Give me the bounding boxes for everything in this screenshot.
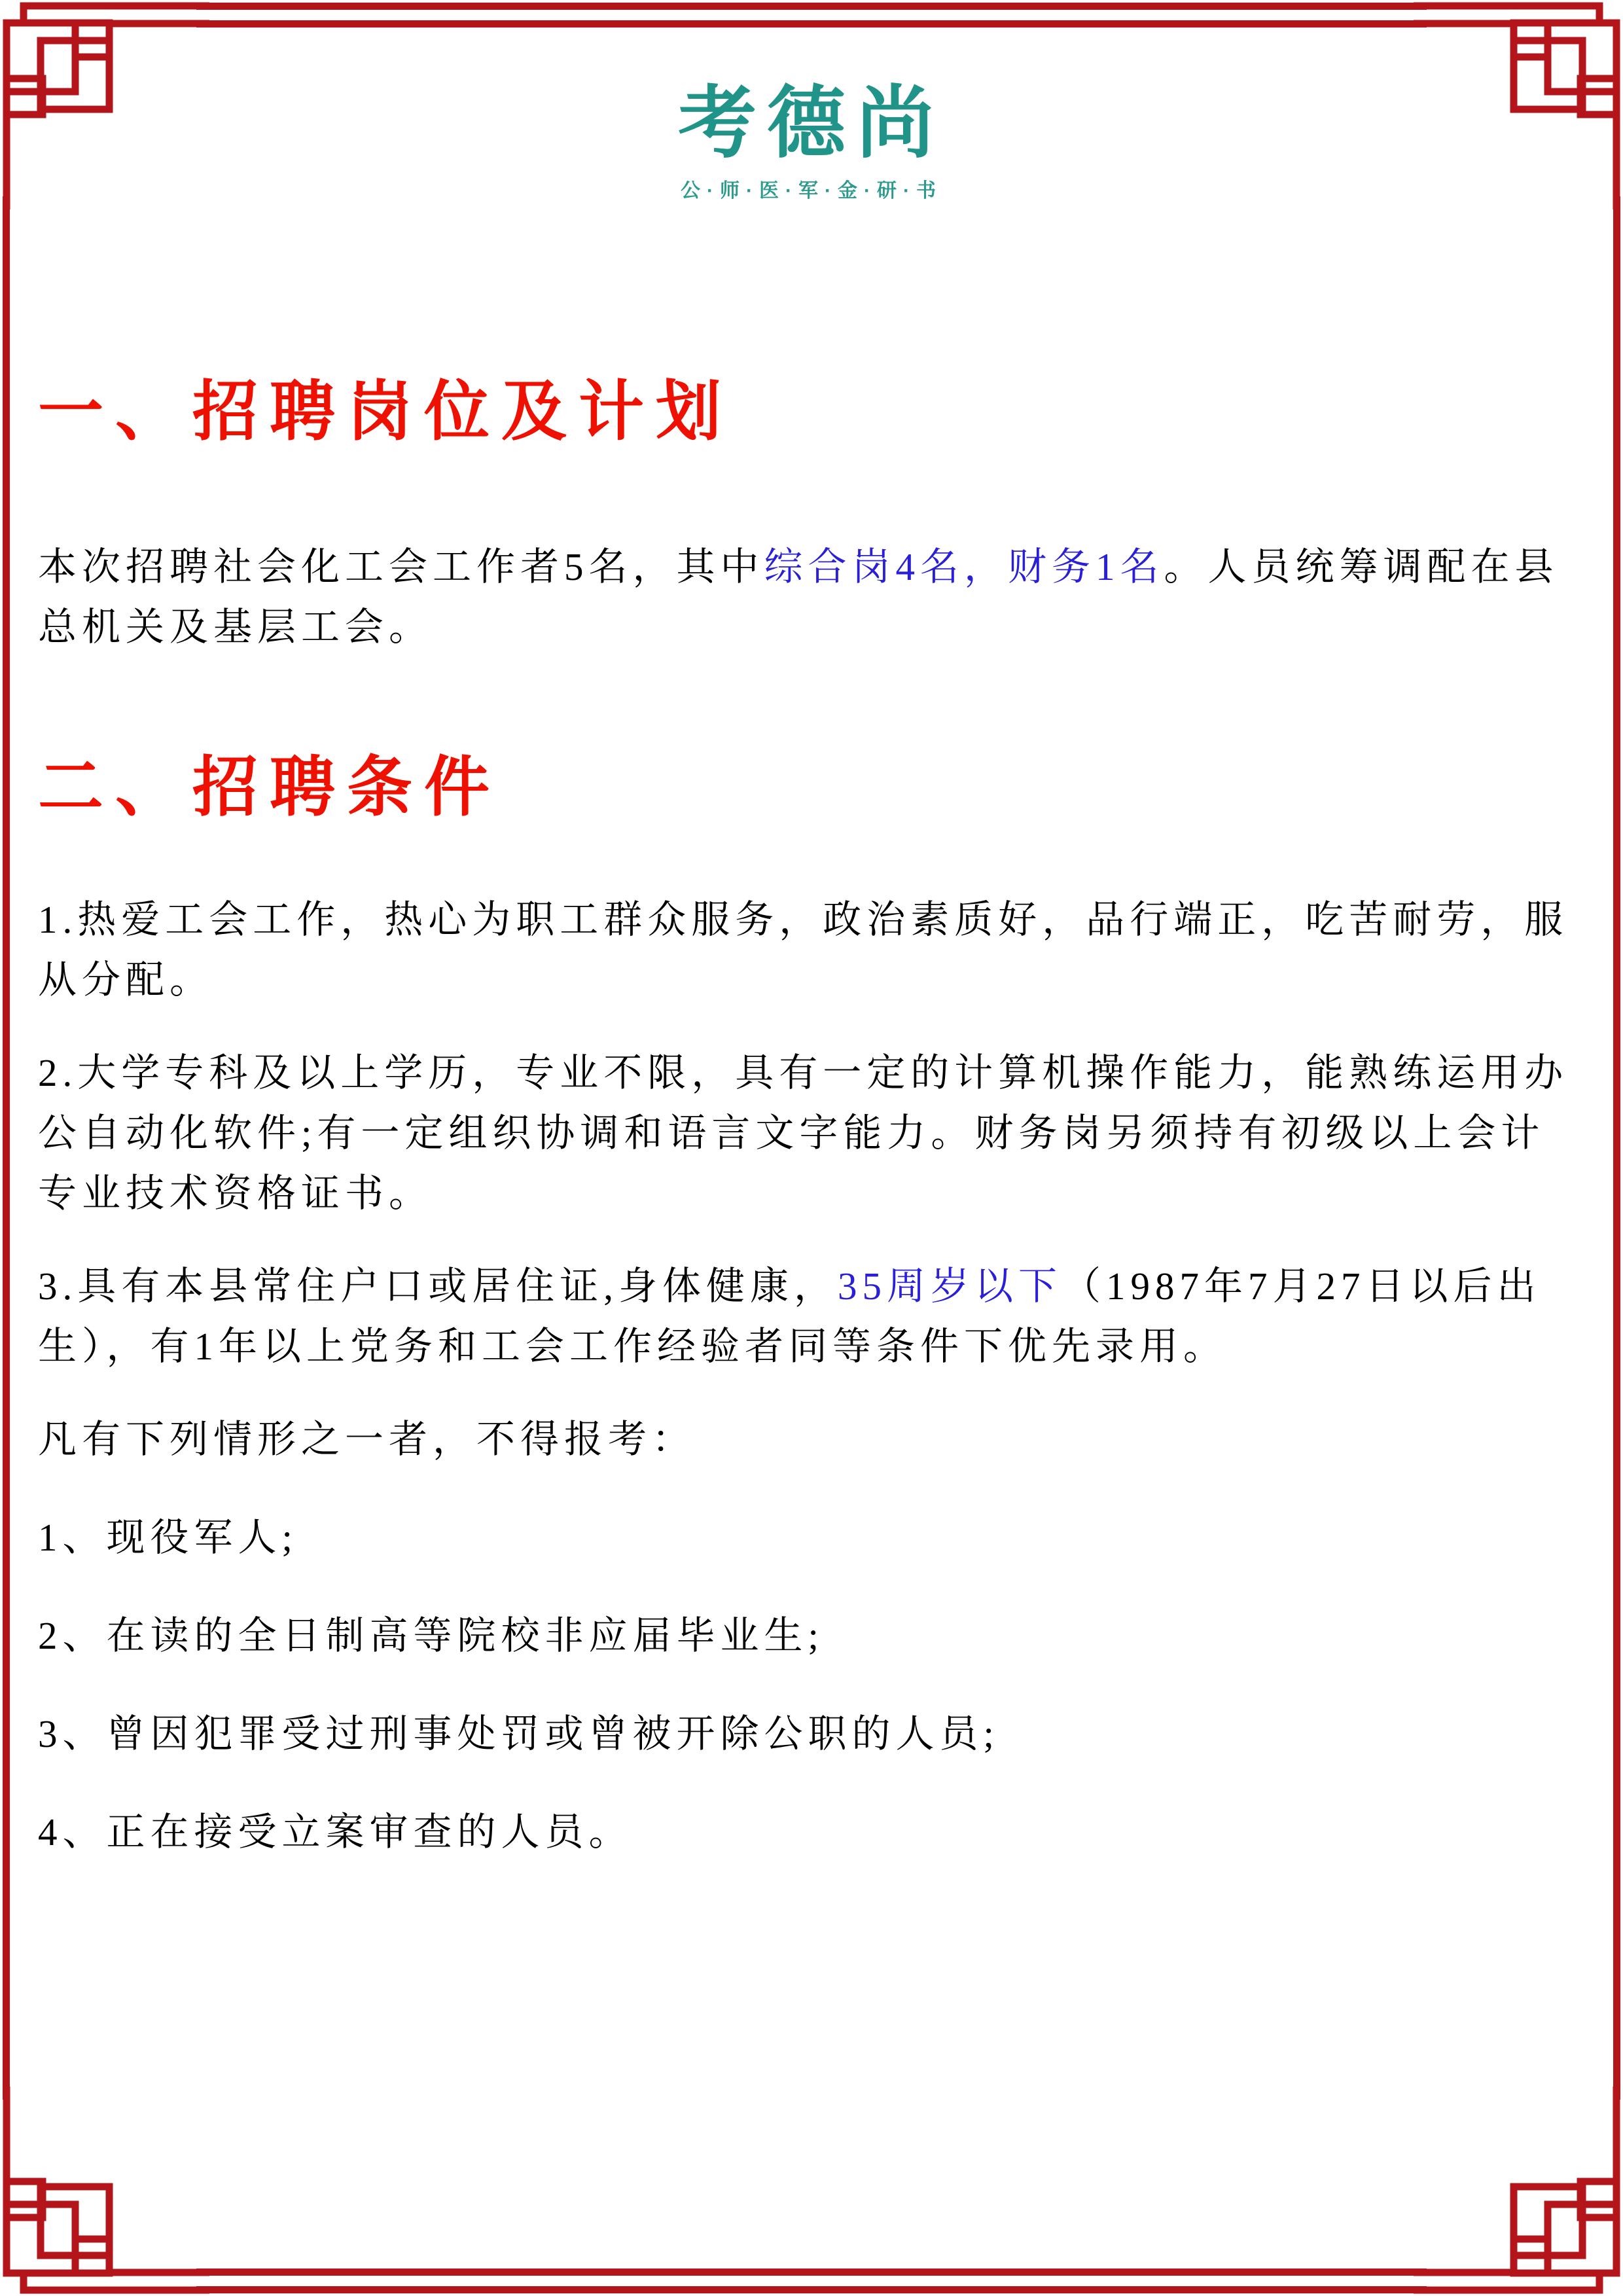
logo-brand-text: 考德尚 [678,79,945,167]
corner-ornament-bottom-left-icon [0,2087,209,2296]
corner-ornament-bottom-right-icon [1414,2087,1623,2296]
disqualify-item-3: 3、曾因犯罪受过刑事处罚或曾被开除公职的人员; [38,1712,999,1755]
disqualify-item-2: 2、在读的全日制高等院校非应届毕业生; [38,1614,824,1657]
disqualify-item-1: 1、现役军人; [38,1516,298,1559]
plan-text-highlight: 综合岗4名，财务1名 [764,545,1164,588]
condition3-text-post: （1987年7月27日以后出生），有1年以上党务和工会工作经验者同等条件下优先录用。 [38,1265,1541,1368]
border-bottom-outer-line [196,2286,1427,2293]
section1-heading: 一、招聘岗位及计划 [38,376,733,448]
logo-tagline: 公·师·医·军·金·研·书 [681,180,942,202]
border-left-line [3,196,10,2100]
disqualify-intro: 凡有下列情形之一者，不得报考： [38,1418,696,1461]
condition3-text-pre: 3.具有本县常住户口或居住证,身体健康， [38,1265,838,1308]
condition-item-3 [38,1256,1582,1376]
border-right-line [1613,196,1620,2100]
border-top-inner-line [196,20,1427,27]
border-top-outer-line [196,3,1427,10]
border-bottom-inner-line [196,2269,1427,2276]
condition-item-1: 1.热爱工会工作，热心为职工群众服务，政治素质好，品行端正，吃苦耐劳，服从分配。 [38,898,1569,1001]
disqualify-item-4: 4、正在接受立案审查的人员。 [38,1810,633,1854]
condition-item-2: 2.大学专科及以上学历，专业不限，具有一定的计算机操作能力，能熟练运用办公自动化软件;有一定组织协调和语言文字能力。财务岗另须持有初级以上会计专业技术资格证书。 [38,1051,1569,1215]
section2-heading: 二、招聘条件 [38,751,501,824]
logo [0,79,1623,203]
condition3-text-highlight: 35周岁以下 [838,1265,1063,1308]
plan-text-pre: 本次招聘社会化工会工作者5名，其中 [38,545,764,588]
recruitment-plan-paragraph [38,537,1582,657]
document-content [38,367,1582,1862]
plan-text-post: 。人员统筹调配在县总机关及基层工会。 [38,545,1559,649]
